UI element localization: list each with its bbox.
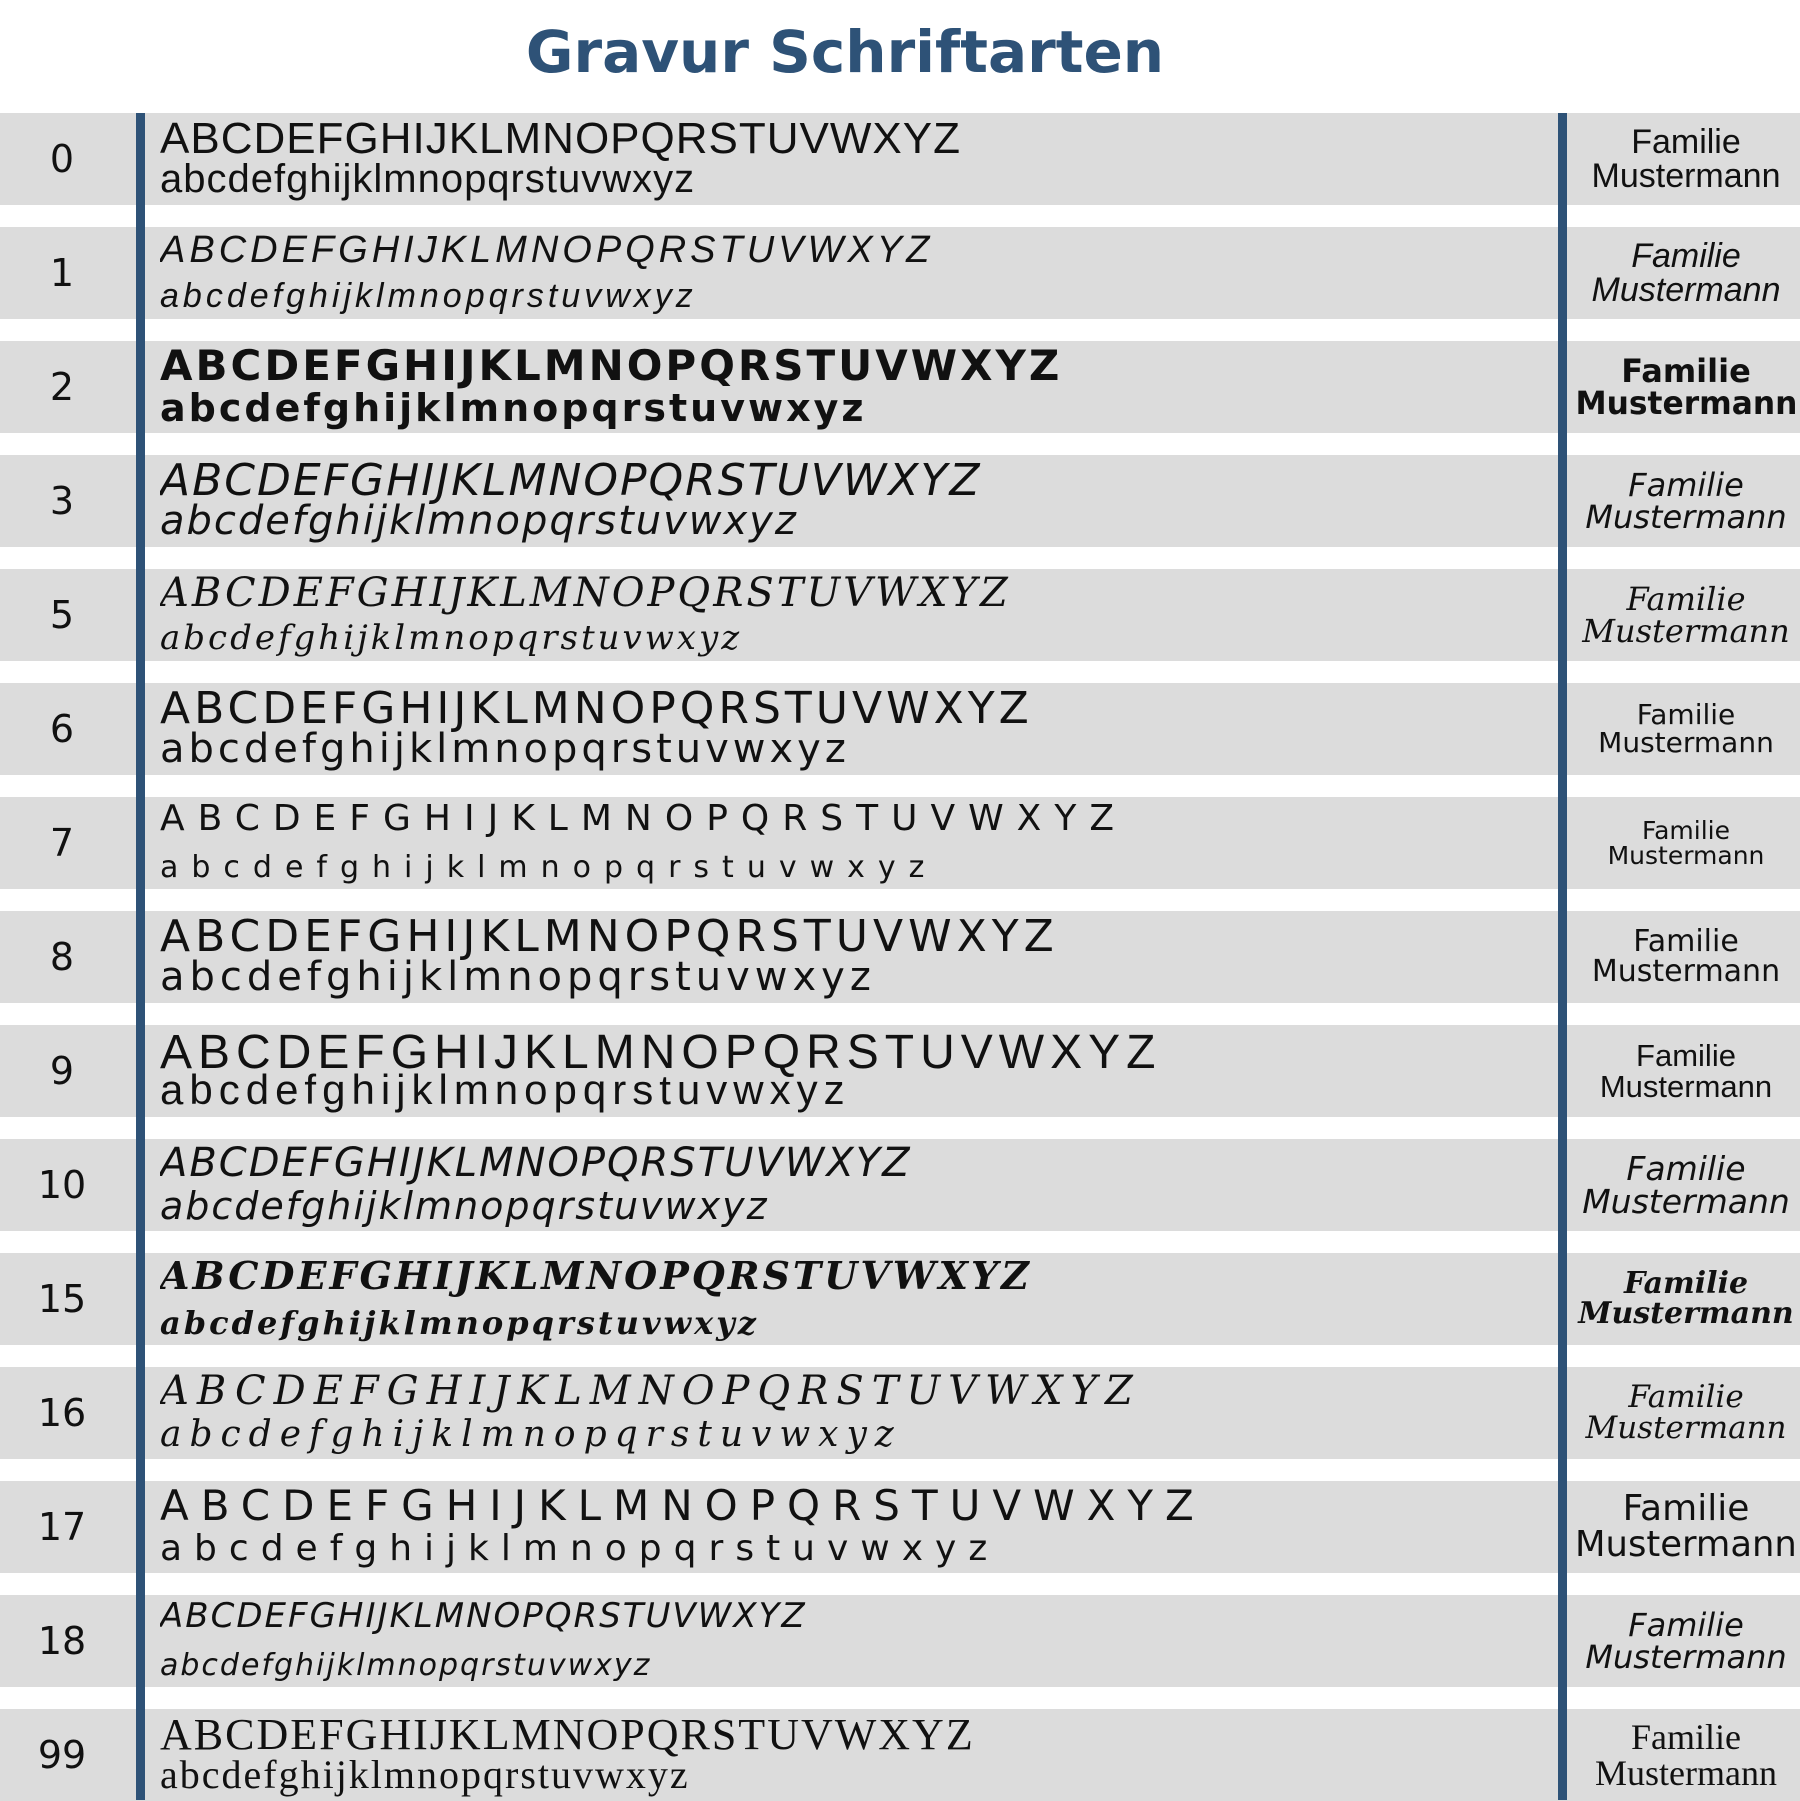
lowercase-alphabet: abcdefghijklmnopqrstuvwxyz [160, 1414, 902, 1455]
font-number: 15 [37, 1277, 87, 1321]
sample-line-1: Familie [1628, 1379, 1744, 1415]
font-row-16 [0, 1367, 1800, 1459]
uppercase-alphabet: ABCDEFGHIJKLMNOPQRSTUVWXYZ [160, 1140, 912, 1186]
uppercase-alphabet: ABCDEFGHIJKLMNOPQRSTUVWXYZ [160, 1596, 807, 1636]
sample-line-2: Mustermann [1607, 841, 1765, 870]
font-number: 18 [37, 1619, 87, 1663]
uppercase-alphabet: ABCDEFGHIJKLMNOPQRSTUVWXYZ [160, 798, 1127, 839]
alphabet-sample [160, 1253, 1555, 1345]
font-row-10 [0, 1139, 1800, 1231]
sample-line-1: Familie [1621, 352, 1751, 390]
sample-line-1: Familie [1633, 924, 1739, 959]
alphabet-sample [160, 569, 1555, 661]
sample-line-2: Mustermann [1599, 1069, 1773, 1104]
alphabet-sample [160, 1709, 1555, 1801]
name-sample [1572, 911, 1800, 1003]
sample-line-2: Mustermann [1595, 1753, 1777, 1793]
font-number: 16 [37, 1391, 87, 1435]
font-row-1 [0, 227, 1800, 319]
page-title: Gravur Schriftarten [525, 18, 1165, 86]
lowercase-alphabet: abcdefghijklmnopqrstuvwxyz [160, 1528, 1000, 1569]
name-sample [1572, 1253, 1800, 1345]
alphabet-sample [160, 683, 1555, 775]
font-number: 3 [49, 479, 75, 523]
sample-line-2: Mustermann [1575, 384, 1797, 422]
font-row-9 [0, 1025, 1800, 1117]
font-number: 17 [37, 1505, 87, 1549]
alphabet-sample [160, 1139, 1555, 1231]
name-sample [1572, 1139, 1800, 1231]
uppercase-alphabet: ABCDEFGHIJKLMNOPQRSTUVWXYZ [160, 455, 982, 506]
name-sample [1572, 1595, 1800, 1687]
lowercase-alphabet: abcdefghijklmnopqrstuvwxyz [160, 157, 696, 201]
name-sample [1572, 1367, 1800, 1459]
sample-line-1: Familie [1636, 698, 1736, 731]
font-row-2 [0, 341, 1800, 433]
font-row-99 [0, 1709, 1800, 1801]
sample-line-1: Familie [1626, 580, 1746, 618]
font-row-17 [0, 1481, 1800, 1573]
lowercase-alphabet: abcdefghijklmnopqrstuvwxyz [160, 1304, 759, 1342]
sample-line-2: Mustermann [1582, 1182, 1790, 1221]
right-divider [1558, 113, 1567, 1800]
font-number: 1 [49, 251, 75, 295]
name-sample [1572, 1481, 1800, 1573]
alphabet-sample [160, 455, 1555, 547]
sample-line-2: Mustermann [1585, 1410, 1787, 1446]
alphabet-sample [160, 113, 1555, 205]
lowercase-alphabet: abcdefghijklmnopqrstuvwxyz [160, 1184, 769, 1228]
name-sample [1572, 341, 1800, 433]
sample-line-1: Familie [1622, 1488, 1750, 1529]
font-row-18 [0, 1595, 1800, 1687]
font-row-8 [0, 911, 1800, 1003]
name-sample [1572, 113, 1800, 205]
font-number: 5 [49, 593, 75, 637]
sample-line-2: Mustermann [1598, 726, 1774, 759]
font-number: 10 [37, 1163, 87, 1207]
lowercase-alphabet: abcdefghijklmnopqrstuvwxyz [160, 954, 876, 1000]
font-number: 6 [49, 707, 75, 751]
font-number: 2 [49, 365, 75, 409]
sample-line-2: Mustermann [1575, 1524, 1797, 1565]
font-row-7 [0, 797, 1800, 889]
alphabet-sample [160, 227, 1555, 319]
sample-line-1: Familie [1631, 1717, 1741, 1757]
sample-line-1: Familie [1623, 1266, 1749, 1301]
left-divider [136, 113, 145, 1800]
lowercase-alphabet: abcdefghijklmnopqrstuvwxyz [160, 498, 798, 544]
lowercase-alphabet: abcdefghijklmnopqrstuvwxyz [160, 850, 938, 885]
uppercase-alphabet: ABCDEFGHIJKLMNOPQRSTUVWXYZ [160, 1481, 1206, 1530]
font-number: 99 [37, 1733, 87, 1777]
alphabet-sample [160, 1025, 1555, 1117]
font-number: 9 [49, 1049, 75, 1093]
name-sample [1572, 797, 1800, 889]
name-sample [1572, 569, 1800, 661]
lowercase-alphabet: abcdefghijklmnopqrstuvwxyz [160, 1648, 652, 1683]
alphabet-sample [160, 341, 1555, 433]
name-sample [1572, 683, 1800, 775]
font-row-5 [0, 569, 1800, 661]
lowercase-alphabet: abcdefghijklmnopqrstuvwxyz [160, 618, 743, 658]
lowercase-alphabet: abcdefghijklmnopqrstuvwxyz [160, 1066, 851, 1113]
uppercase-alphabet: ABCDEFGHIJKLMNOPQRSTUVWXYZ [160, 570, 1011, 616]
font-number: 7 [49, 821, 75, 865]
alphabet-sample [160, 1481, 1555, 1573]
sample-line-1: Familie [1628, 1606, 1744, 1644]
alphabet-sample [160, 797, 1555, 889]
sample-line-1: Familie [1642, 816, 1730, 845]
sample-line-1: Familie [1626, 1149, 1746, 1188]
sample-line-1: Familie [1636, 1038, 1736, 1073]
uppercase-alphabet: ABCDEFGHIJKLMNOPQRSTUVWXYZ [160, 1026, 1162, 1079]
font-row-15 [0, 1253, 1800, 1345]
name-sample [1572, 455, 1800, 547]
alphabet-sample [160, 911, 1555, 1003]
sample-line-1: Familie [1628, 466, 1744, 504]
font-row-3 [0, 455, 1800, 547]
lowercase-alphabet: abcdefghijklmnopqrstuvwxyz [160, 386, 867, 430]
uppercase-alphabet: ABCDEFGHIJKLMNOPQRSTUVWXYZ [160, 341, 1063, 390]
uppercase-alphabet: ABCDEFGHIJKLMNOPQRSTUVWXYZ [160, 1253, 1032, 1298]
lowercase-alphabet: abcdefghijklmnopqrstuvwxyz [160, 1752, 690, 1797]
uppercase-alphabet: ABCDEFGHIJKLMNOPQRSTUVWXYZ [160, 114, 961, 163]
uppercase-alphabet: ABCDEFGHIJKLMNOPQRSTUVWXYZ [160, 683, 1033, 734]
sample-line-2: Mustermann [1582, 612, 1790, 650]
sample-line-2: Mustermann [1591, 954, 1781, 989]
font-row-6 [0, 683, 1800, 775]
font-row-0 [0, 113, 1800, 205]
uppercase-alphabet: ABCDEFGHIJKLMNOPQRSTUVWXYZ [160, 1368, 1141, 1414]
font-number: 8 [49, 935, 75, 979]
name-sample [1572, 1025, 1800, 1117]
sample-line-2: Mustermann [1591, 157, 1781, 195]
font-number: 0 [49, 137, 75, 181]
sample-line-2: Mustermann [1585, 498, 1787, 536]
sample-line-2: Mustermann [1585, 1638, 1787, 1676]
uppercase-alphabet: ABCDEFGHIJKLMNOPQRSTUVWXYZ [160, 229, 934, 271]
lowercase-alphabet: abcdefghijklmnopqrstuvwxyz [160, 726, 850, 772]
uppercase-alphabet: ABCDEFGHIJKLMNOPQRSTUVWXYZ [160, 1710, 975, 1759]
sample-line-2: Mustermann [1578, 1296, 1794, 1331]
sample-line-1: Familie [1631, 123, 1741, 161]
alphabet-sample [160, 1367, 1555, 1459]
name-sample [1572, 1709, 1800, 1801]
lowercase-alphabet: abcdefghijklmnopqrstuvwxyz [160, 277, 697, 315]
sample-line-2: Mustermann [1591, 271, 1781, 309]
sample-line-1: Familie [1631, 237, 1741, 275]
uppercase-alphabet: ABCDEFGHIJKLMNOPQRSTUVWXYZ [160, 911, 1059, 962]
name-sample [1572, 227, 1800, 319]
alphabet-sample [160, 1595, 1555, 1687]
